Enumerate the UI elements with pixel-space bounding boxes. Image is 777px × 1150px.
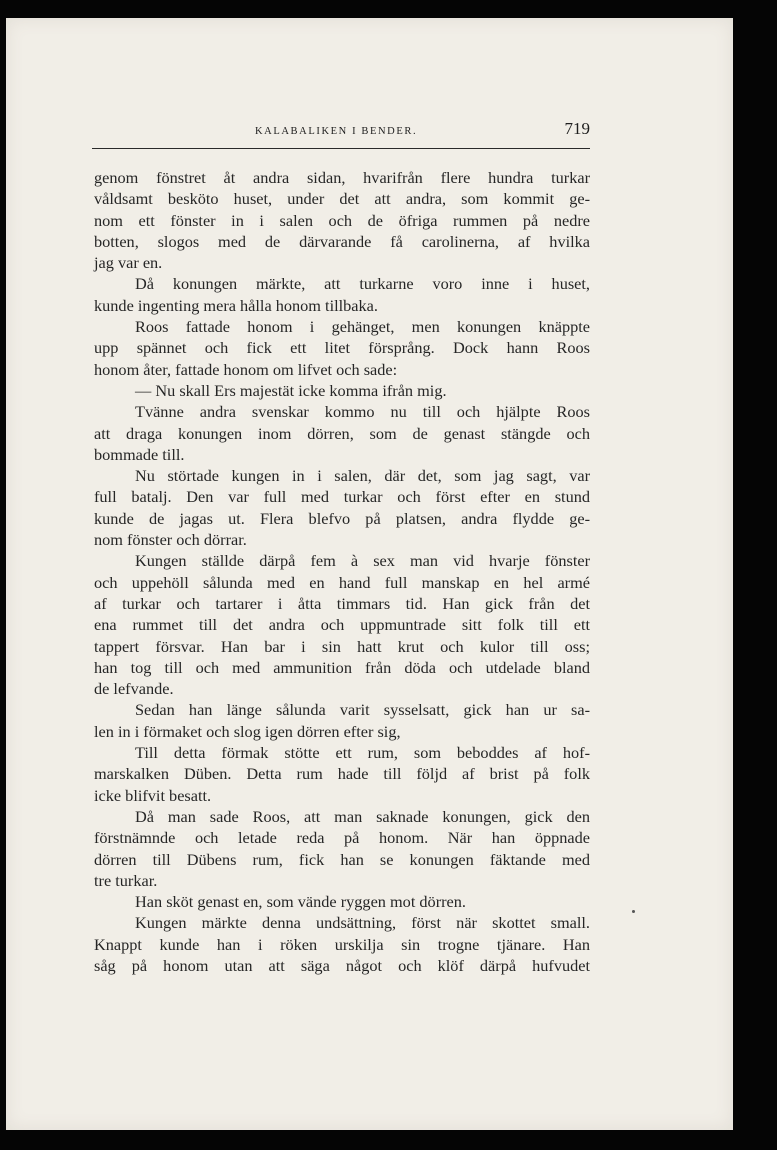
paper-speck: [632, 910, 635, 913]
text-line: Sedan han länge sålunda varit sysselsatt, gick han ur sa-: [135, 700, 590, 720]
text-line: — Nu skall Ers majestät icke komma ifrån mig.: [135, 380, 447, 400]
page-number: 719: [564, 119, 590, 138]
text-line: nom fönster och dörrar.: [94, 530, 247, 550]
text-line: våldsamt besköto huset, under det att andra, som kommit ge-: [94, 189, 590, 209]
text-line: de lefvande.: [94, 679, 174, 699]
text-line: Nu störtade kungen in i salen, där det, som jag sagt, var: [135, 466, 590, 486]
text-line: tappert försvar. Han bar i sin hatt krut och kulor till oss;: [94, 636, 590, 656]
text-line: ena rummet till det andra och uppmuntrade sitt folk till ett: [94, 615, 590, 635]
text-line: han tog till och med ammunition från döda och utdelade bland: [94, 657, 590, 677]
body-text: [94, 167, 590, 976]
running-title: KALABALIKEN I BENDER.: [255, 126, 418, 137]
text-line: förstnämnde och letade reda på honom. När han öppnade: [94, 828, 590, 848]
page-header: [92, 116, 590, 149]
text-line: bommade till.: [94, 444, 185, 464]
text-line: såg på honom utan att säga något och klöf därpå hufvudet: [94, 955, 590, 975]
text-line: tre turkar.: [94, 870, 158, 890]
text-line: jag var en.: [94, 253, 163, 273]
book-page: [6, 18, 733, 1130]
text-line: kunde ingenting mera hålla honom tillbaka.: [94, 295, 378, 315]
text-line: Kungen märkte denna undsättning, först när skottet small.: [135, 913, 590, 933]
text-line: Roos fattade honom i gehänget, men konungen knäppte: [135, 317, 590, 337]
text-line: Han sköt genast en, som vände ryggen mot dörren.: [135, 892, 466, 912]
text-line: Kungen ställde därpå fem à sex man vid hvarje fönster: [135, 551, 590, 571]
text-line: botten, slogos med de därvarande få carolinerna, af hvilka: [94, 231, 590, 251]
text-line: att draga konungen inom dörren, som de genast stängde och: [94, 423, 590, 443]
text-line: genom fönstret åt andra sidan, hvarifrån flere hundra turkar: [94, 168, 590, 187]
text-line: icke blifvit besatt.: [94, 785, 212, 805]
text-line: nom ett fönster in i salen och de öfriga rummen på nedre: [94, 210, 590, 230]
text-line: Tvänne andra svenskar kommo nu till och hjälpte Roos: [135, 402, 590, 422]
text-line: upp spännet och fick ett litet försprång. Dock hann Roos: [94, 338, 590, 358]
text-line: Knappt kunde han i röken urskilja sin trogne tjänare. Han: [94, 934, 590, 954]
text-line: kunde de jagas ut. Flera blefvo på platsen, andra flydde ge-: [94, 508, 590, 528]
text-line: honom åter, fattade honom om lifvet och sade:: [94, 359, 398, 379]
text-line: marskalken Düben. Detta rum hade till följd af brist på folk: [94, 764, 590, 784]
text-line: Då konungen märkte, att turkarne voro inne i huset,: [135, 274, 590, 294]
text-line: dörren till Dübens rum, fick han se konungen fäktande med: [94, 849, 590, 869]
text-line: len in i förmaket och slog igen dörren efter sig,: [94, 721, 401, 741]
text-line: Då man sade Roos, att man saknade konungen, gick den: [135, 806, 590, 826]
text-line: full batalj. Den var full med turkar och först efter en stund: [94, 487, 590, 507]
text-line: af turkar och tartarer i åtta timmars tid. Han gick från det: [94, 593, 590, 613]
text-line: och uppehöll sålunda med en hand full manskap en hel armé: [94, 572, 590, 592]
text-line: Till detta förmak stötte ett rum, som beboddes af hof-: [135, 743, 590, 763]
